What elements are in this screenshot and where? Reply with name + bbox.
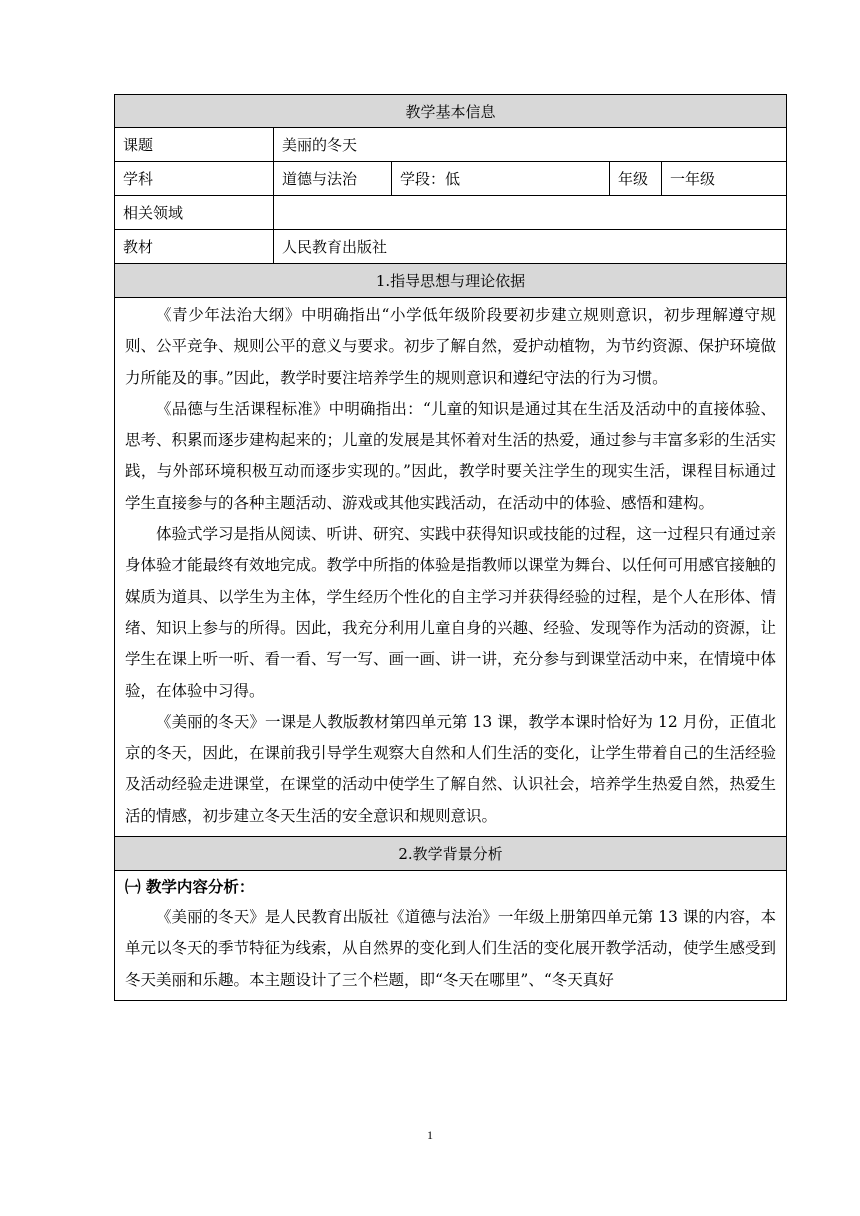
course-value: 美丽的冬天 [274,128,787,162]
grade-value: 一年级 [662,162,787,196]
field-label: 相关领域 [115,196,274,230]
course-label: 课题 [115,128,274,162]
section1-paragraph: 《青少年法治大纲》中明确指出“小学低年级阶段要初步建立规则意识，初步理解遵守规则、公平竞争、规则公平的意义与要求。初步了解自然，爱护动植物，为节约资源、保护环境做力所能及的事。”因此，教学时要注培养学生的规则意识和遵纪守法的行为习惯。 [125,306,777,387]
section1-paragraph: 《品德与生活课程标准》中明确指出：“儿童的知识是通过其在生活及活动中的直接体验、思考、积累而逐步建构起来的；儿童的发展是其怀着对生活的热爱，通过参与丰富多彩的生活实践，与外部环境积极互动而逐步实现的。”因此，教学时要关注学生的现实生活，课程目标通过学生直接参与的各种主题活动、游戏或其他实践活动，在活动中的体验、感悟和建构。 [125,399,777,512]
content-analysis-heading: ㈠ 教学内容分析： [125,877,255,897]
stage-value: 学段：低 [392,162,610,196]
textbook-value: 人民教育出版社 [274,230,787,264]
section1-paragraph: 体验式学习是指从阅读、听讲、研究、实践中获得知识或技能的过程，这一过程只有通过亲身体验才能最终有效地完成。教学中所指的体验是指教师以课堂为舞台、以任何可用感官接触的媒质为道具、以学生为主体，学生经历个性化的自主学习并获得经验的过程，是个人在形体、情绪、知识上参与的所得。因此，我充分利用儿童自身的兴趣、经验、发现等作为活动的资源，让学生在课上听一听、看一看、写一写、画一画、讲一讲，充分参与到课堂活动中来，在情境中体验，在体验中习得。 [125,525,777,700]
basic-info-title: 教学基本信息 [115,95,787,128]
section2-paragraph: 《美丽的冬天》是人民教育出版社《道德与法治》一年级上册第四单元第 13 课的内容，本单元以冬天的季节特征为线索，从自然界的变化到人们生活的变化展开教学活动，使学生感受到冬天美丽和乐趣。本主题设计了三个栏题，即“冬天在哪里”、“冬天真好 [125,908,777,989]
section2-body [115,871,787,1001]
subject-label: 学科 [115,162,274,196]
field-value [274,196,787,230]
section1-body [115,298,787,837]
section2-title: 2.教学背景分析 [115,837,787,871]
section1-paragraph: 《美丽的冬天》一课是人教版教材第四单元第 13 课，教学本课时恰好为 12 月份，正值北京的冬天，因此，在课前我引导学生观察大自然和人们生活的变化，让学生带着自己的生活经验及活动经验走进课堂，在课堂的活动中使学生了解自然、认识社会，培养学生热爱自然，热爱生活的情感，初步建立冬天生活的安全意识和规则意识。 [125,712,777,825]
textbook-label: 教材 [115,230,274,264]
page-number: 1 [427,1128,433,1142]
grade-label: 年级 [610,162,662,196]
section1-title: 1.指导思想与理论依据 [115,264,787,298]
lesson-plan-table [114,94,787,1001]
subject-value: 道德与法治 [274,162,392,196]
